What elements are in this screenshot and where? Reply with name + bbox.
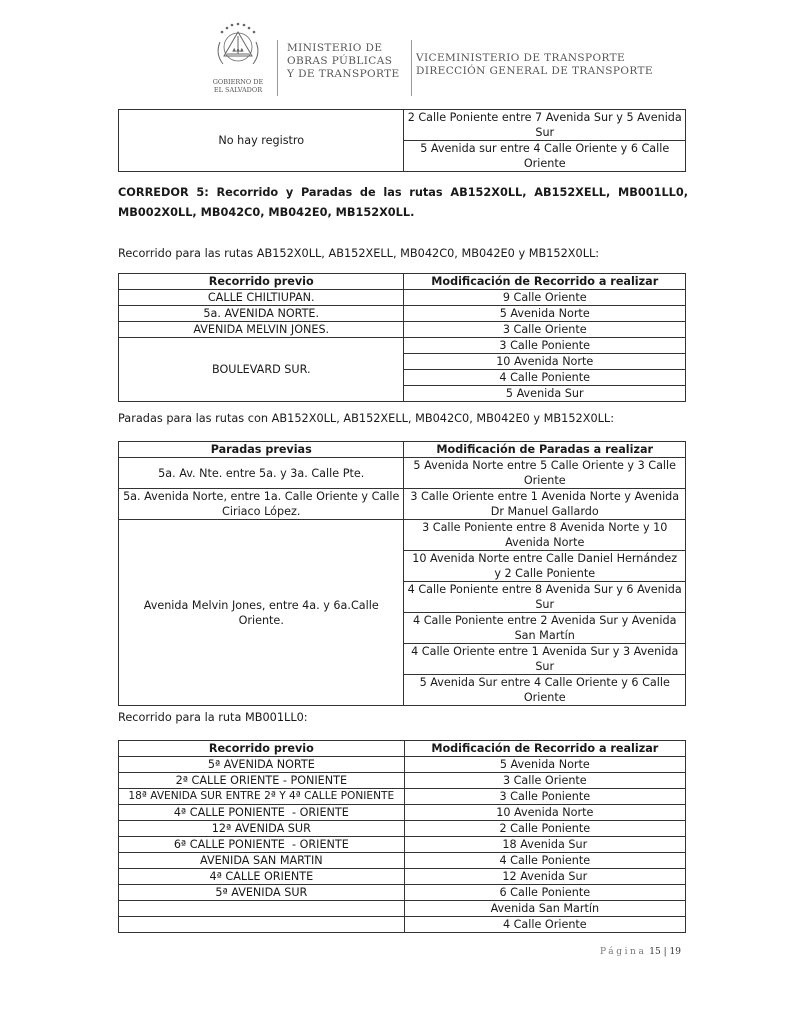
page-total: 19	[669, 947, 681, 957]
table-cell: 3 Calle Poniente	[404, 789, 685, 805]
page-number: 15	[649, 947, 661, 957]
table-cell: 6ª CALLE PONIENTE - ORIENTE	[119, 837, 405, 853]
stops-paragraph: Paradas para las rutas con AB152X0LL, AB152XELL, MB042C0, MB042E0 y MB152X0LL:	[118, 412, 615, 425]
column-header: Modificación de Recorrido a realizar	[404, 274, 686, 290]
table-cell: 6 Calle Poniente	[404, 885, 685, 901]
table-row	[119, 853, 686, 869]
column-header: Recorrido previo	[119, 274, 404, 290]
table-cell: No hay registro	[119, 110, 404, 172]
table-header-row	[119, 442, 686, 458]
vice-ministry-name	[416, 52, 656, 78]
table-row	[119, 773, 686, 789]
table-cell: 12 Avenida Sur	[404, 869, 685, 885]
ministry-line3: Y DE TRANSPORTE	[287, 68, 400, 80]
column-header: Recorrido previo	[119, 741, 405, 757]
table-cell: 18ª AVENIDA SUR ENTRE 2ª Y 4ª CALLE PONIENTE	[119, 789, 405, 805]
table-row	[119, 458, 686, 489]
vice-line2: DIRECCIÓN GENERAL DE TRANSPORTE	[416, 65, 653, 77]
table-cell: 5a. Av. Nte. entre 5a. y 3a. Calle Pte.	[119, 458, 404, 489]
route-paragraph: Recorrido para las rutas AB152X0LL, AB152XELL, MB042C0, MB042E0 y MB152X0LL:	[118, 247, 600, 260]
table-row	[119, 322, 686, 338]
page-separator: |	[663, 947, 667, 957]
route-table-mb001	[118, 740, 686, 933]
table-cell: 5a. Avenida Norte, entre 1a. Calle Oriente y Calle Ciriaco López.	[119, 489, 404, 520]
table-cell: 5 Avenida Sur	[404, 386, 686, 402]
table-cell: 4 Calle Poniente	[404, 853, 685, 869]
table-cell: 2 Calle Poniente entre 7 Avenida Sur y 5 Avenida Sur	[404, 110, 686, 141]
table-row	[119, 489, 686, 520]
table-cell: 4 Calle Poniente	[404, 370, 686, 386]
table-cell: 2ª CALLE ORIENTE - PONIENTE	[119, 773, 405, 789]
table-row	[119, 821, 686, 837]
header-divider	[277, 40, 278, 96]
table-cell: 10 Avenida Norte	[404, 805, 685, 821]
table-cell: 10 Avenida Norte	[404, 354, 686, 370]
table-cell: 4ª CALLE ORIENTE	[119, 869, 405, 885]
route-table-1	[118, 273, 686, 402]
table-row	[119, 901, 686, 917]
table-cell: 2 Calle Poniente	[404, 821, 685, 837]
table-row	[119, 338, 686, 354]
government-seal	[203, 20, 273, 102]
table-row	[119, 917, 686, 933]
table-cell: Avenida San Martín	[404, 901, 685, 917]
table-cell: 9 Calle Oriente	[404, 290, 686, 306]
stops-table	[118, 441, 686, 706]
table-row	[119, 789, 686, 805]
letterhead	[203, 20, 653, 102]
ministry-line1: MINISTERIO DE	[287, 42, 383, 54]
vice-line1: VICEMINISTERIO DE TRANSPORTE	[416, 52, 626, 64]
table-cell: 5 Avenida Norte	[404, 306, 686, 322]
table-cell: 3 Calle Poniente entre 8 Avenida Norte y 10 Avenida Norte	[404, 520, 686, 551]
table-cell: 4ª CALLE PONIENTE - ORIENTE	[119, 805, 405, 821]
table-cell: 5 Avenida Sur entre 4 Calle Oriente y 6 Calle Oriente	[404, 675, 686, 706]
table-cell: 4 Calle Poniente entre 2 Avenida Sur y Avenida San Martín	[404, 613, 686, 644]
table-cell: AVENIDA MELVIN JONES.	[119, 322, 404, 338]
table-row	[119, 520, 686, 551]
table-cell: 3 Calle Oriente entre 1 Avenida Norte y Avenida Dr Manuel Gallardo	[404, 489, 686, 520]
gov-line2: EL SALVADOR	[213, 86, 263, 94]
table-cell: 18 Avenida Sur	[404, 837, 685, 853]
ministry-line2: OBRAS PÚBLICAS	[287, 55, 393, 67]
column-header: Modificación de Recorrido a realizar	[404, 741, 685, 757]
table-cell: 4 Calle Poniente entre 8 Avenida Sur y 6 Avenida Sur	[404, 582, 686, 613]
gov-line1: GOBIERNO DE	[212, 78, 264, 86]
table-cell: 4 Calle Oriente entre 1 Avenida Sur y 3 Avenida Sur	[404, 644, 686, 675]
table-row	[119, 885, 686, 901]
table-cell: 5 Avenida Norte entre 5 Calle Oriente y 3 Calle Oriente	[404, 458, 686, 489]
table-cell: BOULEVARD SUR.	[119, 338, 404, 402]
table-row	[119, 110, 686, 141]
page-footer	[600, 947, 710, 957]
table-cell	[119, 901, 405, 917]
ministry-name	[287, 42, 407, 81]
table-cell: 3 Calle Oriente	[404, 322, 686, 338]
table-row	[119, 837, 686, 853]
column-header: Modificación de Paradas a realizar	[404, 442, 686, 458]
table-row	[119, 869, 686, 885]
table-header-row	[119, 741, 686, 757]
table-cell: 10 Avenida Norte entre Calle Daniel Hernández y 2 Calle Poniente	[404, 551, 686, 582]
government-name	[203, 78, 273, 94]
table-cell: 5a. AVENIDA NORTE.	[119, 306, 404, 322]
svg-text:▲▲▲: ▲▲▲	[232, 47, 244, 53]
table-cell	[119, 917, 405, 933]
table-cell: 5 Avenida Norte	[404, 757, 685, 773]
table-header-row	[119, 274, 686, 290]
continuation-table	[118, 109, 686, 172]
route-mb001-paragraph: Recorrido para la ruta MB001LL0:	[118, 711, 308, 724]
table-cell: 5 Avenida sur entre 4 Calle Oriente y 6 Calle Oriente	[404, 141, 686, 172]
table-cell: 5ª AVENIDA SUR	[119, 885, 405, 901]
table-row	[119, 805, 686, 821]
table-cell: CALLE CHILTIUPAN.	[119, 290, 404, 306]
table-row	[119, 290, 686, 306]
table-cell: Avenida Melvin Jones, entre 4a. y 6a.Calle Oriente.	[119, 520, 404, 706]
table-row	[119, 306, 686, 322]
header-divider	[411, 40, 412, 96]
table-cell: 3 Calle Oriente	[404, 773, 685, 789]
table-cell: 4 Calle Oriente	[404, 917, 685, 933]
table-cell: 12ª AVENIDA SUR	[119, 821, 405, 837]
table-cell: 3 Calle Poniente	[404, 338, 686, 354]
corridor-heading: CORREDOR 5: Recorrido y Paradas de las rutas AB152X0LL, AB152XELL, MB001LL0, MB002X0LL, MB042C0, MB042E0, MB152X0LL.	[118, 186, 688, 219]
table-cell: 5ª AVENIDA NORTE	[119, 757, 405, 773]
coat-of-arms-icon	[203, 20, 273, 78]
column-header: Paradas previas	[119, 442, 404, 458]
table-row	[119, 757, 686, 773]
table-cell: AVENIDA SAN MARTIN	[119, 853, 405, 869]
page-label: Página	[600, 947, 647, 957]
